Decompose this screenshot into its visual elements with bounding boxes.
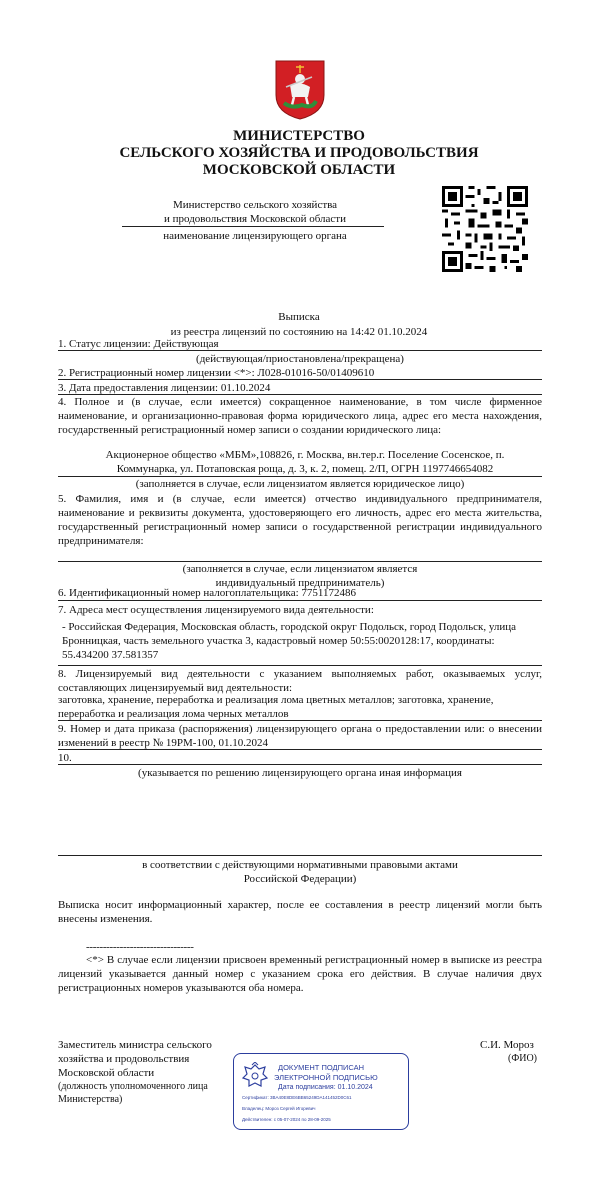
extract-subheading: из реестра лицензий по состоянию на 14:42 01.10.2024 <box>170 326 428 338</box>
e-signature-stamp <box>233 1053 409 1130</box>
org-name-line-2: и продовольствия Московской области <box>163 213 346 225</box>
info-note: Выписка носит информационный характер, после ее составления в реестр лицензий могли быть внесены изменения. <box>58 899 542 925</box>
item-1-hint: (действующая/приостановлена/прекращена) <box>196 353 404 365</box>
signer-name-hint: (ФИО) <box>508 1053 538 1064</box>
footnote-separator: -------------------------------- <box>86 941 194 953</box>
item-8-text: 8. Лицензируемый вид деятельности с указанием выполняемых работ, оказываемых услуг, составляющих лицензируемый вид деятельности: <box>58 668 542 694</box>
item-6-inn: 6. Идентификационный номер налогоплательщика: 7751172486 <box>58 587 356 599</box>
title-line-2: СЕЛЬСКОГО ХОЗЯЙСТВА И ПРОДОВОЛЬСТВИЯ <box>119 145 479 161</box>
item-10: 10. <box>58 752 72 764</box>
extract-heading: Выписка <box>278 311 320 323</box>
signer-position-line-1: Заместитель министра сельского <box>58 1039 212 1051</box>
footnote-text: <*> В случае если лицензии присвоен временный регистрационный номер в выписке из реестра лицензий указывается данный номер с указанием срока его действия. В случае наличия двух регистрационных номеров указываются оба номера. <box>58 954 542 994</box>
title-line-3: МОСКОВСКОЙ ОБЛАСТИ <box>202 162 396 178</box>
stamp-certificate: Сертификат: 3BA40E8DE6BB65249DA141452D0C61 <box>242 1095 352 1100</box>
stamp-title-1: ДОКУМЕНТ ПОДПИСАН <box>278 1063 365 1072</box>
item-7-text: 7. Адреса мест осуществления лицензируемого вида деятельности: <box>58 604 374 616</box>
qr-code-icon <box>442 186 528 272</box>
item-4-value: Акционерное общество «МБМ»,108826, г. Москва, вн.тер.г. Поселение Сосенское, п. Коммунарка, ул. Потаповская роща, д. 3, к. 2, помещ. 2/П, ОГРН 1197746654082 <box>105 449 505 475</box>
stamp-emblem-icon <box>241 1062 269 1092</box>
org-name-line-1: Министерство сельского хозяйства <box>172 199 338 211</box>
item-2-reg-number: 2. Регистрационный номер лицензии <*>: Л028-01016-50/01409610 <box>58 367 375 379</box>
item-1-status: 1. Статус лицензии: Действующая <box>58 338 219 350</box>
item-3-date: 3. Дата предоставления лицензии: 01.10.2024 <box>58 382 271 394</box>
signer-position-line-2: хозяйства и продовольствия <box>58 1053 190 1065</box>
signer-name: С.И. Мороз <box>480 1039 534 1051</box>
item-9-text: 9. Номер и дата приказа (распоряжения) лицензирующего органа о предоставлении или: о внесении изменений в реестр № 19РМ-100, 01.10.2024 <box>58 723 542 749</box>
stamp-title-2: ЭЛЕКТРОННОЙ ПОДПИСЬЮ <box>274 1073 378 1082</box>
item-4-text: 4. Полное и (в случае, если имеется) сокращенное наименование, в том числе фирменное наименование, и организационно-правовая форма юридического лица, адрес его места нахождения, государственный регистрационный номер записи о создании юридического лица: <box>58 396 542 436</box>
title-line-1: МИНИСТЕРСТВО <box>233 128 365 144</box>
signer-position-hint: (должность уполномоченного лица Министерства) <box>58 1081 208 1105</box>
item-7-address: - Российская Федерация, Московская область, городской округ Подольск, город Подольск, улица Бронницкая, часть земельного участка 3, кадастровый номер 50:55:0020128:17, координаты: 55.434200 37.581357 <box>62 621 517 661</box>
stamp-validity: Действителен: с 05-07-2024 по 28-09-2025 <box>242 1117 331 1122</box>
legal-basis: в соответствии с действующими нормативными правовыми актами Российской Федерации) <box>142 859 458 885</box>
org-caption: наименование лицензирующего органа <box>163 230 347 242</box>
item-4-hint: (заполняется в случае, если лицензиатом является юридическое лицо) <box>135 478 465 490</box>
stamp-owner: Владелец: Мороз Сергей Игоревич <box>242 1106 316 1111</box>
item-10-hint: (указывается по решению лицензирующего органа иная информация <box>138 767 462 779</box>
item-5-hint: (заполняется в случае, если лицензиатом является индивидуальный предприниматель) <box>182 563 418 589</box>
item-5-text: 5. Фамилия, имя и (в случае, если имеется) отчество индивидуального предпринимателя, наименование и реквизиты документа, удостоверяющего его личность, адрес его места жительства, государственный регистрационный номер записи о государственной регистрации индивидуального предпринимателя: <box>58 493 542 547</box>
stamp-date: Дата подписания: 01.10.2024 <box>278 1084 373 1091</box>
item-8-value: заготовка, хранение, переработка и реализация лома цветных металлов; заготовка, хранение, переработка и реализация лома черных металлов <box>58 694 494 720</box>
signer-position-line-3: Московской области <box>58 1067 155 1079</box>
coat-of-arms-icon <box>272 57 328 121</box>
